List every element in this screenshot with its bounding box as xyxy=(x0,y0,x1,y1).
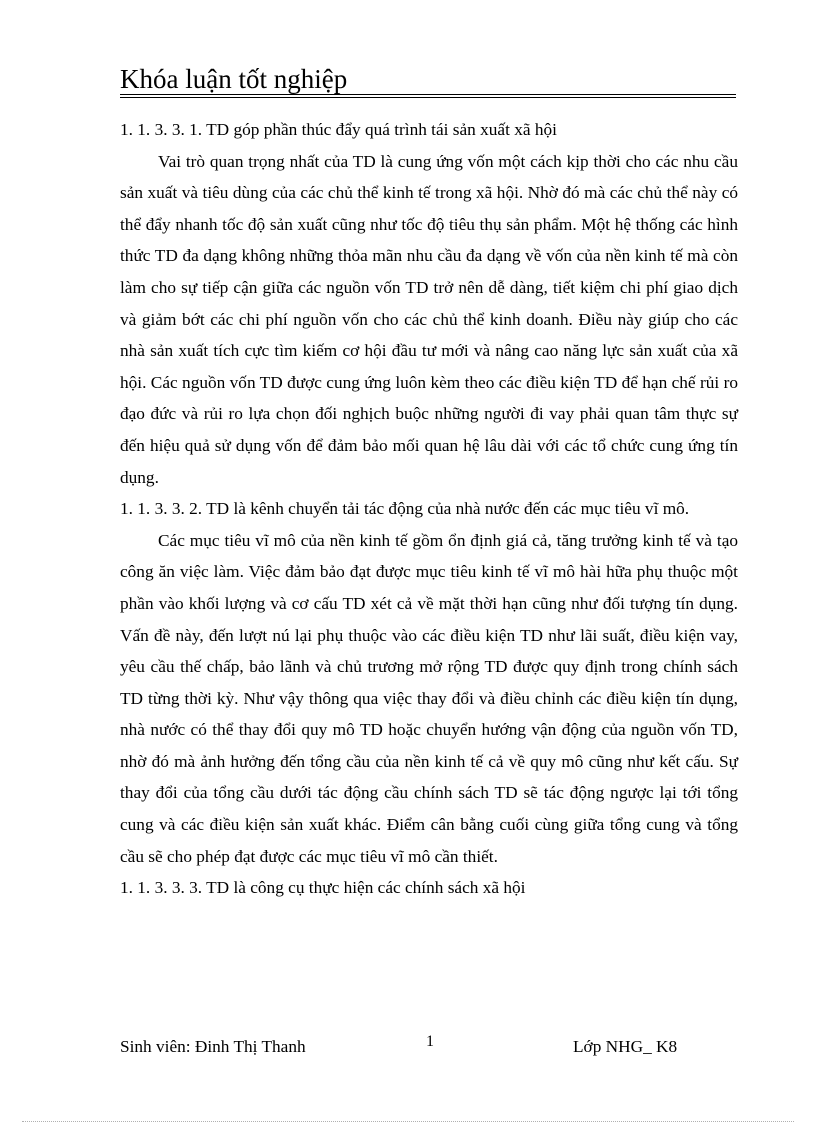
footer-page-number: 1 xyxy=(426,1033,434,1050)
section-heading-1-1-3-3-1: 1. 1. 3. 3. 1. TD góp phần thúc đẩy quá trình tái sản xuất xã hội xyxy=(120,120,557,139)
section-heading-1-1-3-3-3: 1. 1. 3. 3. 3. TD là công cụ thực hiện các chính sách xã hội xyxy=(120,878,526,898)
footer-class-label: Lớp NHG_ K8 xyxy=(573,1037,678,1056)
footer-student-name: Sinh viên: Đinh Thị Thanh xyxy=(120,1037,306,1056)
document-header-title: Khóa luận tốt nghiệp xyxy=(120,64,348,94)
header-rule-bottom xyxy=(120,97,736,98)
document-body xyxy=(120,114,738,904)
paragraph-credit-reproduction: Vai trò quan trọng nhất của TD là cung ứng vốn một cách kịp thời cho các nhu cầu sản xuất và tiêu dùng của các chủ thể kinh tế trong xã hội. Nhờ đó mà các chủ thể này có thể đẩy nhanh tốc độ sản xuất cũng như tốc độ tiêu thụ sản phẩm. Một hệ thống các hình thức TD đa dạng không những thỏa mãn nhu cầu đa dạng về vốn của nền kinh tế mà còn làm cho sự tiếp cận giữa các nguồn vốn TD trở nên dễ dàng, tiết kiệm chi phí giao dịch và giảm bớt các chi phí nguồn vốn cho các chủ thể kinh doanh. Điều này giúp cho các nhà sản xuất tích cực tìm kiếm cơ hội đầu tư mới và nâng cao năng lực sản xuất của xã hội. Các nguồn vốn TD được cung ứng luôn kèm theo các điều kiện TD để hạn chế rủi ro đạo đức và rủi ro lựa chọn đối nghịch buộc những người đi vay phải quan tâm thực sự đến hiệu quả sử dụng vốn để đảm bảo mối quan hệ lâu dài với các tổ chức cung ứng tín dụng. xyxy=(120,151,738,487)
paragraph-macro-objectives: Các mục tiêu vĩ mô của nền kinh tế gồm ổn định giá cả, tăng trưởng kinh tế và tạo công ăn việc làm. Việc đảm bảo đạt được mục tiêu kinh tế vĩ mô hài hữa phụ thuộc một phần vào khối lượng và cơ cấu TD xét cả về mặt thời hạn cũng như đối tượng tín dụng. Vấn đề này, đến lượt nú lại phụ thuộc vào các điều kiện TD như lãi suất, điều kiện vay, yêu cầu thế chấp, bảo lãnh và chủ trương mở rộng TD được quy định trong chính sách TD từng thời kỳ. Như vậy thông qua việc thay đổi và điều chỉnh các điều kiện tín dụng, nhà nước có thể thay đổi quy mô TD hoặc chuyển hướng vận động của nguồn vốn TD, nhờ đó mà ảnh hưởng đến tổng cầu của nền kinh tế cả về quy mô cũng như kết cấu. Sự thay đổi của tổng cầu dưới tác động cầu chính sách TD sẽ tác động ngược lại tới tổng cung và các điều kiện sản xuất khác. Điểm cân bằng cuối cùng giữa tổng cung và tổng cầu sẽ cho phép đạt được các mục tiêu vĩ mô cần thiết. xyxy=(120,530,738,866)
header-rule-top xyxy=(120,94,736,95)
page-bottom-edge xyxy=(22,1121,794,1122)
section-heading-1-1-3-3-2: 1. 1. 3. 3. 2. TD là kênh chuyển tải tác động của nhà nước đến các mục tiêu vĩ mô. xyxy=(120,499,690,519)
